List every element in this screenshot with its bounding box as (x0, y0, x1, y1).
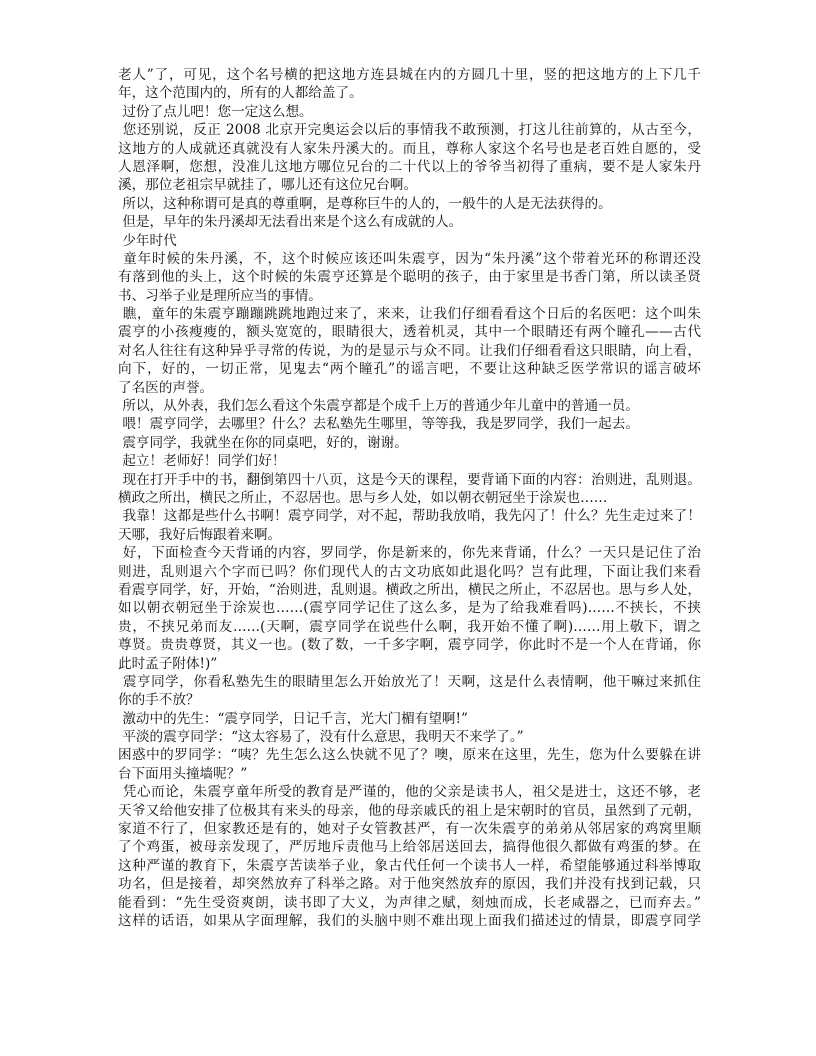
text-line: 对名人往往有这种异乎寻常的传说，为的是显示与众不同。让我们仔细看看这只眼睛，向上看， (118, 342, 701, 359)
text-line: 激动中的先生：“震亨同学，日记千言，光大门楣有望啊!” (118, 710, 468, 727)
text-line: 震亨同学，你看私塾先生的眼睛里怎么开始放光了！天啊，这是什么表情啊，他干嘛过来抓住 (118, 673, 701, 690)
text-line: 困惑中的罗同学：“咦？先生怎么这么快就不见了？噢，原来在这里，先生，您为什么要躲在讲 (118, 747, 701, 764)
text-line: 了个鸡蛋，被母亲发现了，严厉地斥责他马上给邻居送回去，搞得他很久都做有鸡蛋的梦。在 (118, 839, 701, 856)
text-line: 瞧，童年的朱震亨蹦蹦跳跳地跑过来了，来来，让我们仔细看看这个日后的名医吧：这个叫朱 (118, 306, 701, 323)
paragraph (118, 728, 701, 746)
text-line: 过份了点儿吧！您一定这么想。 (118, 103, 313, 120)
text-line: 了名医的声誉。 (118, 379, 214, 396)
paragraph (118, 415, 701, 433)
text-line: 少年时代 (118, 232, 177, 249)
document-body (118, 66, 701, 930)
text-line: 尊贤。贵贵尊贤，其义一也。(数了数，一千多字啊，震亨同学，你此时不是一个人在背诵，你 (118, 637, 701, 654)
text-line: 有落到他的头上，这个时候的朱震亨还算是个聪明的孩子，由于家里是书香门第，所以读圣贤 (118, 269, 701, 286)
paragraph (118, 66, 701, 103)
text-line: 如以朝衣朝冠坐于涂炭也……(震亨同学记住了这么多，是为了给我难看吗)……不挟长，不挟 (118, 600, 701, 617)
paragraph (118, 195, 701, 213)
text-line: 横政之所出，横民之所止，不忍居也。思与乡人处，如以朝衣朝冠坐于涂炭也…… (118, 489, 608, 506)
text-line: 震亨同学，我就坐在你的同桌吧，好的，谢谢。 (118, 434, 408, 451)
text-line: 所以，这种称谓可是真的尊重啊，是尊称巨牛的人的，一般牛的人是无法获得的。 (118, 195, 612, 212)
text-line: 这地方的人成就还真就没有人家朱丹溪大的。而且，尊称人家这个名号也是老百姓自愿的，受 (118, 140, 701, 157)
text-line: 童年时候的朱丹溪，不，这个时候应该还叫朱震亨，因为“朱丹溪”这个带着光环的称谓还没 (118, 250, 701, 267)
text-line: 向下，好的，一切正常，见鬼去“两个瞳孔”的谣言吧，不要让这种缺乏医学常识的谣言破坏 (118, 361, 701, 378)
text-line: 你的手不放？ (118, 692, 200, 709)
text-line: 溪，那位老祖宗早就挂了，哪儿还有这位兄台啊。 (118, 177, 418, 194)
paragraph (118, 471, 701, 508)
text-line: 好，下面检查今天背诵的内容，罗同学，你是新来的，你先来背诵，什么？一天只是记住了治 (118, 545, 701, 562)
paragraph (118, 434, 701, 452)
text-line: 现在打开手中的书，翻倒第四十八页，这是今天的课程，要背诵下面的内容：治则进，乱则退。 (118, 471, 701, 488)
text-line: 我靠！这都是些什么书啊！震亨同学，对不起，帮助我放哨，我先闪了！什么？先生走过来了！ (118, 508, 701, 525)
text-line: 但是，早年的朱丹溪却无法看出来是个这么有成就的人。 (118, 214, 463, 231)
paragraph (118, 783, 701, 930)
paragraph (118, 121, 701, 195)
paragraph (118, 213, 701, 231)
paragraph (118, 103, 701, 121)
text-line: 凭心而论，朱震亨童年所受的教育是严谨的，他的父亲是读书人，祖父是进士，这还不够，老 (118, 784, 701, 801)
paragraph (118, 397, 701, 415)
text-line: 台下面用头撞墙呢？” (118, 765, 248, 782)
text-line: 这种严谨的教育下，朱震亨苦读举子业，象古代任何一个读书人一样，希望能够通过科举博取 (118, 857, 701, 874)
text-line: 年，这个范围内的，所有的人都给盖了。 (118, 85, 363, 102)
paragraph (118, 232, 701, 250)
text-line: 天哪，我好后悔跟着来啊。 (118, 526, 282, 543)
paragraph (118, 250, 701, 305)
text-line: 书、习举子业是理所应当的事情。 (118, 287, 322, 304)
text-line: 平淡的震亨同学：“这太容易了，没有什么意思，我明天不来学了。” (118, 729, 524, 746)
text-line: 此时孟子附体!)” (118, 655, 218, 672)
text-line: 看震亨同学，好，开始，“治则进，乱则退。横政之所出，横民之所止，不忍居也。思与乡人处， (118, 581, 701, 598)
text-line: 震亨的小孩瘦瘦的，额头宽宽的，眼睛很大，透着机灵，其中一个眼睛还有两个瞳孔——古代 (118, 324, 701, 341)
text-line: 能看到：“先生受资爽朗，读书即了大义，为声律之赋，刻烛而成，长老咸器之，已而弃去。” (118, 894, 701, 911)
text-line: 贵，不挟兄弟而友……(天啊，震亨同学在说些什么啊，我开始不懂了啊)……用上敬下，谓之 (118, 618, 701, 635)
paragraph (118, 452, 701, 470)
paragraph (118, 746, 701, 783)
text-line: 则进，乱则退六个字而已吗？你们现代人的古文功底如此退化吗？岂有此理，下面让我们来看 (118, 563, 701, 580)
paragraph (118, 673, 701, 710)
text-line: 您还别说，反正 2008 北京开完奥运会以后的事情我不敢预测，打这儿往前算的，从古至今， (118, 122, 701, 139)
text-line: 功名，但是接着，却突然放弃了科举之路。对于他突然放弃的原因，我们并没有找到记载，只 (118, 876, 701, 893)
paragraph (118, 305, 701, 397)
text-line: 这样的话语，如果从字面理解，我们的头脑中则不难出现上面我们描述过的情景，即震亨同学 (118, 912, 701, 929)
text-line: 所以，从外表，我们怎么看这个朱震亨都是个成千上万的普通少年儿童中的普通一员。 (118, 398, 639, 415)
text-line: 喂！震亨同学，去哪里？什么？去私塾先生哪里，等等我，我是罗同学，我们一起去。 (118, 416, 639, 433)
text-line: 人恩泽啊，您想，没准儿这地方哪位兄台的二十代以上的爷爷当初得了重病，要不是人家朱丹 (118, 158, 701, 175)
text-line: 家道不行了，但家教还是有的，她对子女管教甚严，有一次朱震亨的弟弟从邻居家的鸡窝里顺 (118, 821, 701, 838)
paragraph (118, 507, 701, 544)
paragraph (118, 710, 701, 728)
text-line: 天爷又给他安排了位极其有来头的母亲，他的母亲戚氏的祖上是宋朝时的官员，虽然到了元朝， (118, 802, 701, 819)
text-line: 起立！老师好！同学们好！ (118, 453, 286, 470)
text-line: 老人”了，可见，这个名号横的把这地方连县城在内的方圆几十里，竖的把这地方的上下几千 (118, 67, 701, 83)
paragraph (118, 544, 701, 673)
